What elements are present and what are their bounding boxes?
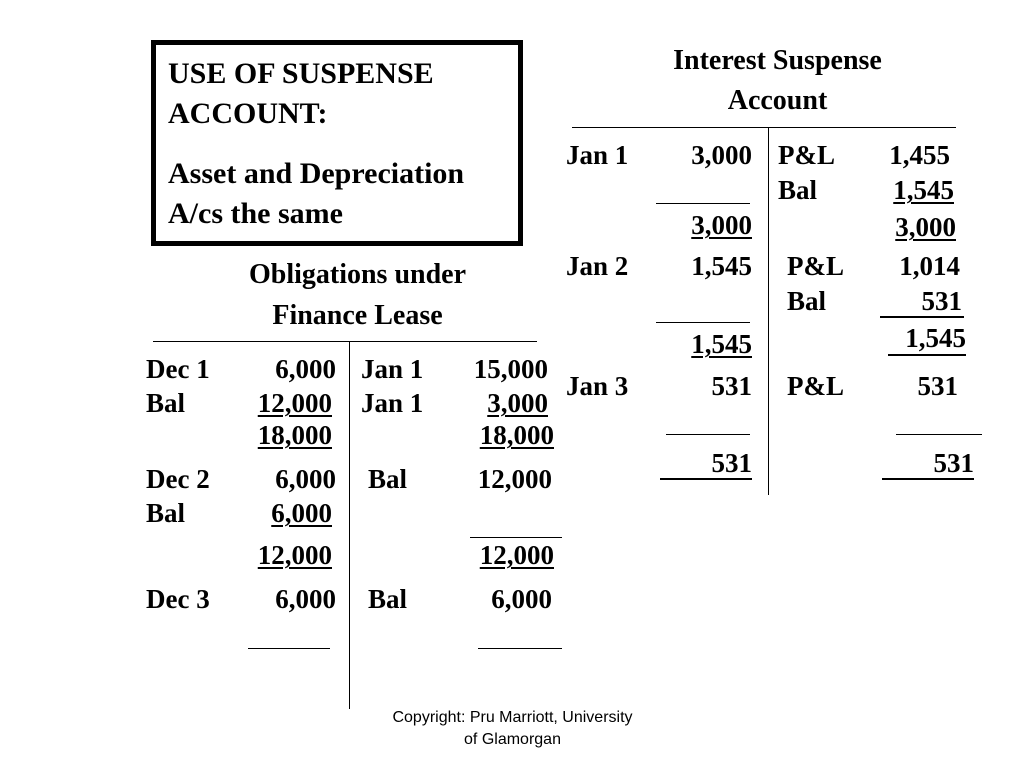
is-jan3-label: Jan 3 (566, 371, 629, 401)
is-pl3-value: 531 (917, 371, 958, 401)
is-total2-left-rule (656, 322, 750, 323)
ob-total2-left: 12,000 (257, 540, 332, 570)
ob-bal2r-value: 12,000 (477, 464, 552, 494)
ob-jan1b-label: Jan 1 (361, 388, 424, 418)
interest-suspense-divider (768, 127, 769, 495)
ob-jan1a-value: 15,000 (473, 354, 548, 384)
obligations-title-1: Obligations under (248, 259, 467, 290)
ob-dec3-value: 6,000 (275, 584, 336, 614)
box-heading-line2: ACCOUNT: (168, 97, 328, 130)
ob-jan1b-value: 3,000 (487, 388, 548, 418)
is-total3-right-rule (896, 434, 982, 435)
is-total3-right-underline (882, 478, 974, 480)
ob-dec1-label: Dec 1 (146, 354, 210, 384)
suspense-heading-box (151, 40, 523, 246)
ob-total2-right: 12,000 (479, 540, 554, 570)
is-pl3-label: P&L (787, 371, 844, 401)
obligations-divider (349, 341, 350, 709)
ob-total1-right: 18,000 (479, 420, 554, 450)
is-bal2-label: Bal (787, 286, 827, 316)
is-jan3-value: 531 (711, 371, 752, 401)
copyright-note (345, 707, 680, 751)
is-pl1-value: 1,455 (889, 140, 950, 170)
ob-dec2-label: Dec 2 (146, 464, 210, 494)
is-total2-right-rule (888, 354, 966, 356)
is-pl2-value: 1,014 (899, 251, 960, 281)
ob-bal1-value: 12,000 (257, 388, 332, 418)
is-total3-left: 531 (711, 448, 752, 478)
ob-bal2l-value: 6,000 (271, 498, 332, 528)
ob-dec1-value: 6,000 (275, 354, 336, 384)
is-jan2-label: Jan 2 (566, 251, 629, 281)
ob-bal3r-value: 6,000 (491, 584, 552, 614)
interest-suspense-title-2: Account (727, 85, 828, 116)
is-total2-right: 1,545 (905, 323, 966, 353)
is-jan1-value: 3,000 (691, 140, 752, 170)
box-heading-line1: USE OF SUSPENSE (168, 57, 434, 90)
box-body-line2: A/cs the same (168, 197, 343, 230)
ob-total2-right-rule (470, 537, 562, 538)
ob-bal3r-label: Bal (368, 584, 408, 614)
ob-total3-right-rule (478, 648, 562, 649)
ob-total3-left-rule (248, 648, 330, 649)
is-total3-right: 531 (933, 448, 974, 478)
copyright-line-1: Copyright: Pru Marriott, University (392, 709, 633, 726)
is-bal1-label: Bal (778, 175, 818, 205)
interest-suspense-title-1: Interest Suspense (673, 45, 882, 76)
is-jan1-label: Jan 1 (566, 140, 629, 170)
obligations-top-rule (153, 341, 537, 342)
is-total3-left-underline (660, 478, 752, 480)
box-body-line1: Asset and Depreciation (168, 157, 465, 190)
is-bal2-rule (880, 316, 964, 318)
obligations-title-2: Finance Lease (272, 300, 443, 331)
ob-bal1-label: Bal (146, 388, 186, 418)
interest-suspense-top-rule (572, 127, 956, 128)
is-jan2-value: 1,545 (691, 251, 752, 281)
ob-dec2-value: 6,000 (275, 464, 336, 494)
is-pl2-label: P&L (787, 251, 844, 281)
copyright-line-2: of Glamorgan (464, 731, 561, 748)
is-total1-right: 3,000 (895, 212, 956, 242)
ob-bal2r-label: Bal (368, 464, 408, 494)
ob-bal2l-label: Bal (146, 498, 186, 528)
ob-dec3-label: Dec 3 (146, 584, 210, 614)
is-bal2-value: 531 (921, 286, 962, 316)
is-bal1-value: 1,545 (893, 175, 954, 205)
ob-total1-left: 18,000 (257, 420, 332, 450)
is-total2-left: 1,545 (691, 329, 752, 359)
is-total3-left-rule (666, 434, 750, 435)
is-total1-left-rule (656, 203, 750, 204)
is-pl1-label: P&L (778, 140, 835, 170)
ob-jan1a-label: Jan 1 (361, 354, 424, 384)
is-total1-left: 3,000 (691, 210, 752, 240)
